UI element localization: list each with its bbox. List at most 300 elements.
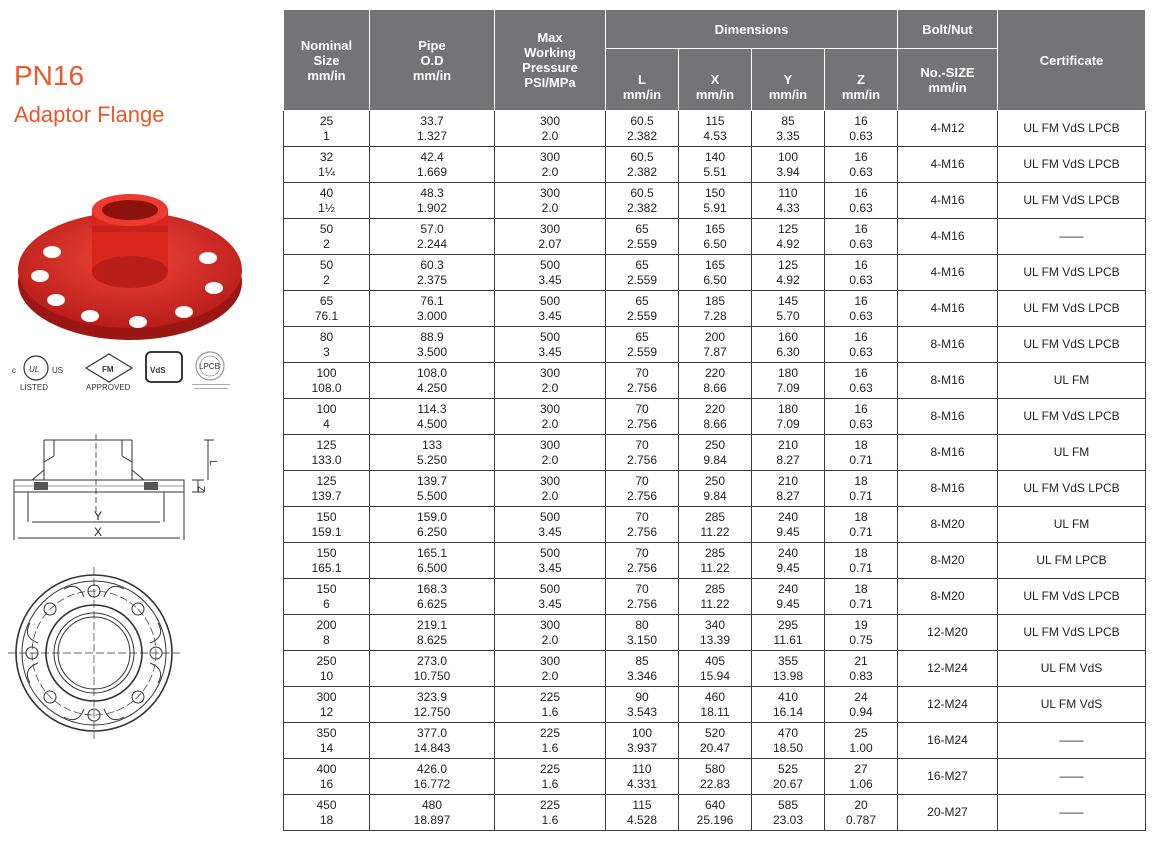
cell-pipe-od <box>370 615 495 651</box>
dim-l-mm: 115 <box>632 797 652 812</box>
dim-l-mm: 90 <box>635 689 649 704</box>
table-row <box>284 435 1146 471</box>
cell-dim-z <box>825 219 898 255</box>
cell-certificate: UL FM VdS LPCB <box>998 255 1146 291</box>
cell-bolt-size: 12-M24 <box>898 687 998 723</box>
cell-dim-l <box>606 291 679 327</box>
cell-dim-z <box>825 111 898 147</box>
adaptor-flange-photo <box>12 172 252 347</box>
cell-nominal-size <box>284 327 370 363</box>
cell-bolt-size: 4-M12 <box>898 111 998 147</box>
dim-z-in: 0.71 <box>849 452 873 467</box>
cell-certificate: —— <box>998 219 1146 255</box>
cell-bolt-size: 4-M16 <box>898 147 998 183</box>
cell-dim-y <box>752 759 825 795</box>
fm-approved-icon <box>78 348 140 394</box>
nominal-size-in: 165.1 <box>311 560 342 575</box>
dim-y-in: 5.70 <box>776 308 800 323</box>
dim-l-in: 3.543 <box>626 704 658 719</box>
nominal-size-in: 18 <box>319 812 334 827</box>
cell-bolt-size: 4-M16 <box>898 183 998 219</box>
cell-pipe-od <box>370 435 495 471</box>
dim-x-mm: 140 <box>704 149 726 164</box>
dim-l-mm: 65 <box>635 257 649 272</box>
cell-nominal-size <box>284 687 370 723</box>
pressure-in: 3.45 <box>538 524 562 539</box>
pipe-od-in: 1.669 <box>416 164 448 179</box>
cell-dim-z <box>825 795 898 831</box>
dim-x-mm: 165 <box>704 257 726 272</box>
cell-dim-z <box>825 615 898 651</box>
dim-x-mm: 200 <box>704 329 726 344</box>
pressure-in: 2.0 <box>541 668 559 683</box>
dim-y-in: 9.45 <box>776 560 800 575</box>
cell-certificate: UL FM VdS LPCB <box>998 327 1146 363</box>
dim-l-in: 4.331 <box>626 776 658 791</box>
dim-y-mm: 585 <box>777 797 799 812</box>
nominal-size-mm: 50 <box>319 221 334 236</box>
pipe-od-in: 1.902 <box>416 200 448 215</box>
cell-dim-x <box>679 255 752 291</box>
pipe-od-in: 2.375 <box>416 272 448 287</box>
ul-listed-label: LISTED <box>20 383 49 392</box>
pressure-in: 2.0 <box>541 200 559 215</box>
dim-z-mm: 18 <box>854 509 868 524</box>
dim-l-in: 4.528 <box>626 812 658 827</box>
cell-dim-x <box>679 615 752 651</box>
cell-bolt-size: 12-M20 <box>898 615 998 651</box>
cell-pipe-od <box>370 723 495 759</box>
dim-z-in: 0.94 <box>849 704 873 719</box>
pressure-in: 3.45 <box>538 596 562 611</box>
pipe-od-in: 18.897 <box>413 812 451 827</box>
dim-l-in: 2.382 <box>626 164 658 179</box>
pressure-in: 1.6 <box>541 740 559 755</box>
label-y: Y <box>94 509 103 523</box>
dim-x-in: 5.91 <box>703 200 727 215</box>
pipe-od-mm: 88.9 <box>420 329 444 344</box>
cell-nominal-size <box>284 255 370 291</box>
cell-dim-x <box>679 291 752 327</box>
pressure-in: 2.0 <box>541 164 559 179</box>
dim-x-in: 7.87 <box>703 344 727 359</box>
cell-certificate: UL FM VdS LPCB <box>998 615 1146 651</box>
cell-dim-z <box>825 435 898 471</box>
dim-l-in: 3.346 <box>626 668 658 683</box>
pipe-od-mm: 426.0 <box>416 761 448 776</box>
dim-z-in: 0.75 <box>849 632 873 647</box>
pipe-od-mm: 219.1 <box>416 617 448 632</box>
cell-certificate: UL FM <box>998 363 1146 399</box>
cell-pipe-od <box>370 291 495 327</box>
pipe-od-in: 6.250 <box>416 524 448 539</box>
nominal-size-mm: 100 <box>316 401 337 416</box>
cell-bolt-size: 20-M27 <box>898 795 998 831</box>
dim-l-mm: 100 <box>631 725 653 740</box>
nominal-size-mm: 250 <box>316 653 337 668</box>
label-l: L <box>207 460 218 466</box>
pipe-od-mm: 168.3 <box>416 581 448 596</box>
ul-listed-icon <box>10 348 70 394</box>
dim-y-in: 9.45 <box>776 524 800 539</box>
pressure-in: 1.6 <box>541 776 559 791</box>
table-row <box>284 219 1146 255</box>
pressure-in: 2.07 <box>538 236 562 251</box>
pipe-od-mm: 42.4 <box>420 149 444 164</box>
dim-y-in: 4.92 <box>776 236 800 251</box>
dim-x-in: 4.53 <box>703 128 727 143</box>
cell-dim-y <box>752 327 825 363</box>
dim-y-in: 13.98 <box>772 668 804 683</box>
cell-bolt-size: 8-M16 <box>898 363 998 399</box>
cell-dim-l <box>606 471 679 507</box>
header-dimensions: Dimensions <box>606 10 898 49</box>
nominal-size-mm: 100 <box>316 365 337 380</box>
dim-x-mm: 285 <box>704 581 726 596</box>
vds-mark-label: VdS <box>150 366 166 375</box>
dim-l-mm: 85 <box>635 653 649 668</box>
cell-dim-x <box>679 651 752 687</box>
table-row <box>284 147 1146 183</box>
cell-dim-y <box>752 183 825 219</box>
cell-dim-y <box>752 399 825 435</box>
cell-pressure <box>495 399 606 435</box>
dim-y-mm: 125 <box>777 221 799 236</box>
cell-nominal-size <box>284 111 370 147</box>
dim-y-mm: 210 <box>777 437 799 452</box>
dim-x-in: 15.94 <box>699 668 731 683</box>
nominal-size-in: 8 <box>323 632 330 647</box>
pressure-mm: 500 <box>539 581 561 596</box>
cell-bolt-size: 8-M20 <box>898 543 998 579</box>
nominal-size-mm: 200 <box>316 617 337 632</box>
dim-z-in: 0.71 <box>849 596 873 611</box>
dim-x-in: 22.83 <box>699 776 731 791</box>
pressure-mm: 300 <box>539 221 561 236</box>
nominal-size-in: 3 <box>323 344 330 359</box>
dim-x-in: 9.84 <box>703 452 727 467</box>
dim-l-mm: 65 <box>635 329 649 344</box>
nominal-size-mm: 450 <box>316 797 337 812</box>
cell-pressure <box>495 219 606 255</box>
dim-y-mm: 85 <box>781 113 795 128</box>
cell-pipe-od <box>370 507 495 543</box>
nominal-size-in: 108.0 <box>311 380 342 395</box>
dim-z-in: 0.63 <box>849 416 873 431</box>
cell-pressure <box>495 183 606 219</box>
cell-dim-y <box>752 543 825 579</box>
pressure-mm: 225 <box>539 725 561 740</box>
nominal-size-mm: 150 <box>316 581 337 596</box>
cell-bolt-size: 8-M20 <box>898 507 998 543</box>
dim-z-mm: 16 <box>854 257 868 272</box>
vds-icon <box>144 348 186 388</box>
dim-z-mm: 19 <box>854 617 868 632</box>
dim-x-mm: 640 <box>704 797 726 812</box>
dim-z-mm: 24 <box>854 689 868 704</box>
pipe-od-mm: 57.0 <box>420 221 444 236</box>
dim-l-in: 2.756 <box>626 524 658 539</box>
nominal-size-mm: 40 <box>319 185 334 200</box>
dim-y-mm: 125 <box>777 257 799 272</box>
nominal-size-in: 159.1 <box>311 524 342 539</box>
cell-certificate: UL FM VdS <box>998 687 1146 723</box>
cell-dim-l <box>606 219 679 255</box>
cell-nominal-size <box>284 579 370 615</box>
dim-z-mm: 16 <box>854 185 868 200</box>
header-l: L mm/in <box>606 49 679 111</box>
dim-x-mm: 250 <box>704 437 726 452</box>
nominal-size-mm: 25 <box>319 113 334 128</box>
dim-y-in: 3.94 <box>776 164 800 179</box>
dim-z-in: 0.63 <box>849 272 873 287</box>
cell-dim-l <box>606 183 679 219</box>
cell-dim-l <box>606 723 679 759</box>
cell-dim-y <box>752 723 825 759</box>
table-row <box>284 687 1146 723</box>
pipe-od-mm: 108.0 <box>416 365 448 380</box>
dim-l-mm: 70 <box>635 437 649 452</box>
dim-z-mm: 16 <box>854 401 868 416</box>
dim-x-in: 13.39 <box>699 632 731 647</box>
dim-x-mm: 250 <box>704 473 726 488</box>
cell-dim-l <box>606 363 679 399</box>
nominal-size-in: 16 <box>319 776 334 791</box>
pressure-in: 2.0 <box>541 416 559 431</box>
dim-z-in: 0.63 <box>849 380 873 395</box>
cell-bolt-size: 12-M24 <box>898 651 998 687</box>
cell-dim-x <box>679 363 752 399</box>
dim-x-mm: 580 <box>704 761 726 776</box>
cell-nominal-size <box>284 363 370 399</box>
nominal-size-in: 2 <box>323 236 330 251</box>
pressure-mm: 300 <box>539 113 561 128</box>
dim-l-in: 2.756 <box>626 452 658 467</box>
cell-dim-l <box>606 255 679 291</box>
cell-dim-l <box>606 795 679 831</box>
dim-l-mm: 60.5 <box>630 113 654 128</box>
cell-dim-z <box>825 183 898 219</box>
dim-l-in: 2.382 <box>626 128 658 143</box>
cell-certificate: UL FM VdS LPCB <box>998 399 1146 435</box>
dim-x-in: 8.66 <box>703 416 727 431</box>
dim-x-in: 8.66 <box>703 380 727 395</box>
cell-bolt-size: 8-M16 <box>898 471 998 507</box>
dim-l-mm: 80 <box>635 617 649 632</box>
pressure-mm: 500 <box>539 257 561 272</box>
dim-l-in: 2.756 <box>626 488 658 503</box>
pipe-od-mm: 159.0 <box>416 509 448 524</box>
table-row <box>284 399 1146 435</box>
table-row <box>284 471 1146 507</box>
pipe-od-in: 1.327 <box>416 128 448 143</box>
dim-l-mm: 110 <box>632 761 652 776</box>
pipe-od-in: 12.750 <box>413 704 451 719</box>
dim-z-mm: 18 <box>854 581 868 596</box>
cell-dim-z <box>825 723 898 759</box>
pressure-mm: 300 <box>539 149 561 164</box>
pressure-in: 2.0 <box>541 488 559 503</box>
cell-pressure <box>495 327 606 363</box>
cell-bolt-size: 16-M24 <box>898 723 998 759</box>
cell-pipe-od <box>370 255 495 291</box>
cell-bolt-size: 8-M20 <box>898 579 998 615</box>
cell-dim-l <box>606 435 679 471</box>
dim-l-mm: 65 <box>635 221 649 236</box>
table-row <box>284 579 1146 615</box>
cell-dim-x <box>679 723 752 759</box>
cell-certificate: UL FM VdS LPCB <box>998 291 1146 327</box>
cell-dim-z <box>825 471 898 507</box>
pipe-od-in: 5.500 <box>416 488 448 503</box>
cell-dim-z <box>825 255 898 291</box>
dim-z-in: 0.63 <box>849 128 873 143</box>
nominal-size-mm: 65 <box>319 293 334 308</box>
cell-certificate: UL FM VdS LPCB <box>998 111 1146 147</box>
cell-certificate: —— <box>998 795 1146 831</box>
cell-certificate: UL FM VdS LPCB <box>998 579 1146 615</box>
cell-pressure <box>495 435 606 471</box>
pressure-mm: 225 <box>539 689 561 704</box>
pressure-mm: 300 <box>539 437 561 452</box>
dim-l-in: 2.756 <box>626 596 658 611</box>
dim-z-in: 0.71 <box>849 524 873 539</box>
dim-l-mm: 70 <box>635 365 649 380</box>
table-row <box>284 507 1146 543</box>
pipe-od-mm: 165.1 <box>416 545 448 560</box>
cell-pipe-od <box>370 651 495 687</box>
dim-y-mm: 240 <box>777 509 799 524</box>
nominal-size-in: 139.7 <box>311 488 342 503</box>
dim-y-in: 4.92 <box>776 272 800 287</box>
table-row <box>284 327 1146 363</box>
cell-dim-x <box>679 759 752 795</box>
cell-dim-x <box>679 111 752 147</box>
pressure-mm: 500 <box>539 509 561 524</box>
dim-y-in: 8.27 <box>776 452 800 467</box>
dim-l-in: 2.756 <box>626 380 658 395</box>
fm-mark-label: FM <box>102 365 114 374</box>
pipe-od-mm: 60.3 <box>420 257 444 272</box>
pipe-od-in: 4.250 <box>416 380 448 395</box>
dim-x-mm: 405 <box>704 653 726 668</box>
dim-y-mm: 240 <box>777 581 799 596</box>
cell-dim-x <box>679 507 752 543</box>
cell-pipe-od <box>370 543 495 579</box>
dim-z-in: 1.06 <box>849 776 873 791</box>
cell-dim-y <box>752 471 825 507</box>
dim-x-in: 11.22 <box>700 524 730 539</box>
cell-pipe-od <box>370 111 495 147</box>
cell-pipe-od <box>370 795 495 831</box>
cell-dim-x <box>679 579 752 615</box>
dim-y-in: 18.50 <box>772 740 804 755</box>
dim-x-mm: 185 <box>704 293 726 308</box>
cell-dim-l <box>606 651 679 687</box>
dim-y-mm: 100 <box>777 149 799 164</box>
cell-nominal-size <box>284 219 370 255</box>
pressure-in: 3.45 <box>538 344 562 359</box>
cell-nominal-size <box>284 291 370 327</box>
cell-pressure <box>495 543 606 579</box>
dim-x-mm: 520 <box>704 725 726 740</box>
pipe-od-in: 6.625 <box>416 596 448 611</box>
dim-l-mm: 65 <box>635 293 649 308</box>
pressure-mm: 500 <box>539 293 561 308</box>
pressure-mm: 500 <box>539 545 561 560</box>
dim-x-in: 11.22 <box>700 596 730 611</box>
cell-pressure <box>495 615 606 651</box>
cell-certificate: UL FM <box>998 507 1146 543</box>
cell-dim-l <box>606 399 679 435</box>
dim-y-mm: 110 <box>778 185 798 200</box>
pressure-in: 2.0 <box>541 632 559 647</box>
dim-y-in: 4.33 <box>776 200 800 215</box>
dim-y-mm: 470 <box>777 725 799 740</box>
dim-l-in: 2.559 <box>626 344 658 359</box>
cell-bolt-size: 8-M16 <box>898 399 998 435</box>
cell-pipe-od <box>370 471 495 507</box>
table-row <box>284 651 1146 687</box>
dim-l-in: 2.559 <box>626 236 658 251</box>
pipe-od-mm: 323.9 <box>416 689 448 704</box>
cell-pressure <box>495 363 606 399</box>
header-certificate: Certificate <box>998 10 1146 111</box>
dim-l-in: 2.382 <box>626 200 658 215</box>
dim-y-in: 9.45 <box>776 596 800 611</box>
dim-z-mm: 16 <box>854 365 868 380</box>
dim-y-mm: 295 <box>777 617 799 632</box>
dim-z-in: 0.83 <box>849 668 873 683</box>
cell-pipe-od <box>370 183 495 219</box>
nominal-size-in: 14 <box>319 740 334 755</box>
table-row <box>284 291 1146 327</box>
ul-mark-label: UL <box>29 365 40 374</box>
table-row <box>284 183 1146 219</box>
pressure-mm: 300 <box>539 401 561 416</box>
dim-y-mm: 180 <box>777 401 799 416</box>
pipe-od-mm: 273.0 <box>416 653 448 668</box>
dim-y-in: 20.67 <box>772 776 804 791</box>
cell-certificate: —— <box>998 723 1146 759</box>
fm-approved-label: APPROVED <box>86 383 131 392</box>
dim-x-in: 6.50 <box>703 272 727 287</box>
cell-dim-z <box>825 507 898 543</box>
dim-l-in: 2.559 <box>626 308 658 323</box>
cell-dim-l <box>606 543 679 579</box>
cell-pressure <box>495 507 606 543</box>
dim-x-in: 9.84 <box>703 488 727 503</box>
cell-nominal-size <box>284 543 370 579</box>
nominal-size-in: 133.0 <box>311 452 342 467</box>
cell-dim-x <box>679 435 752 471</box>
pipe-od-in: 3.000 <box>416 308 448 323</box>
dim-z-in: 0.787 <box>845 812 877 827</box>
dim-y-in: 7.09 <box>776 416 800 431</box>
cell-pressure <box>495 759 606 795</box>
dim-y-mm: 355 <box>777 653 799 668</box>
dim-y-in: 16.14 <box>772 704 804 719</box>
cell-nominal-size <box>284 435 370 471</box>
dim-x-mm: 220 <box>704 365 726 380</box>
dim-x-in: 5.51 <box>703 164 727 179</box>
dim-y-mm: 210 <box>777 473 799 488</box>
pipe-od-mm: 480 <box>421 797 443 812</box>
dim-x-mm: 165 <box>704 221 726 236</box>
cell-dim-l <box>606 507 679 543</box>
cell-dim-l <box>606 579 679 615</box>
certification-logos <box>10 348 260 398</box>
